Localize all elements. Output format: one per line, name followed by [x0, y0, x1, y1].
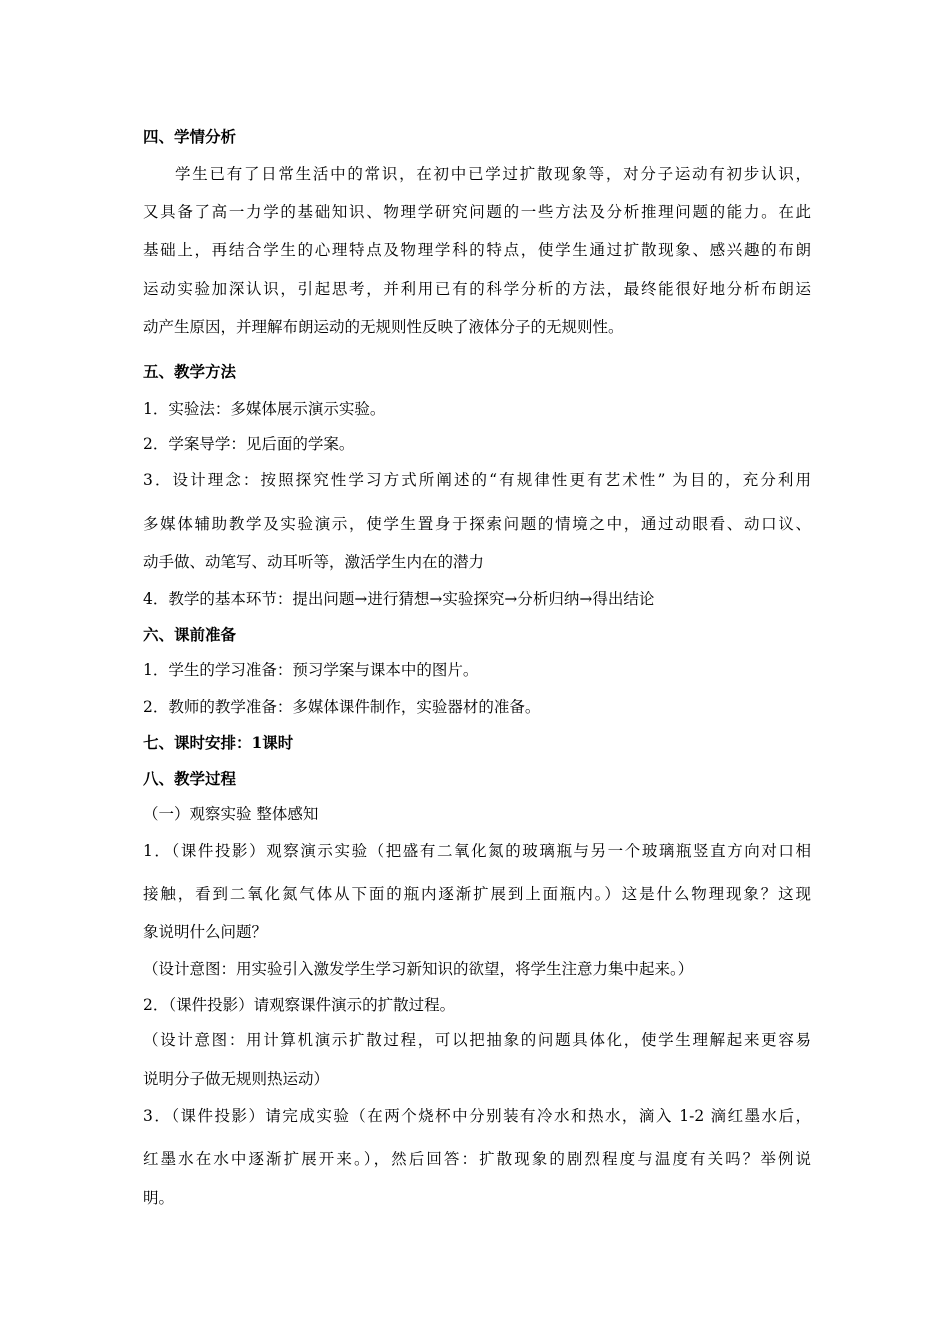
section-heading-preparation: 六、课前准备	[143, 625, 237, 644]
list-item-continuation: 象说明什么问题？	[143, 923, 268, 941]
paragraph-line: 又具备了高一力学的基础知识、物理学研究问题的一些方法及分析推理问题的能力。在此	[143, 203, 811, 221]
list-item: 1．实验法：多媒体展示演示实验。	[143, 400, 386, 418]
list-item: 3．（课件投影）请完成实验（在两个烧杯中分别装有冷水和热水，滴入 1-2 滴红墨水后，	[143, 1107, 811, 1125]
design-note-continuation: 说明分子做无规则热运动）	[143, 1070, 330, 1088]
list-item: 2．（课件投影）请观察课件演示的扩散过程。	[143, 996, 456, 1014]
list-item: 4．教学的基本环节：提出问题→进行猜想→实验探究→分析归纳→得出结论	[143, 590, 655, 608]
section-heading-student-analysis: 四、学情分析	[143, 127, 237, 146]
list-item: 3．设计理念：按照探究性学习方式所阐述的“有规律性更有艺术性” 为目的，充分利用	[143, 471, 811, 489]
paragraph-line: 运动实验加深认识，引起思考，并利用已有的科学分析的方法，最终能很好地分析布朗运	[143, 280, 811, 298]
list-item: 1．学生的学习准备：预习学案与课本中的图片。	[143, 661, 479, 679]
section-heading-process: 八、教学过程	[143, 769, 237, 788]
list-item: 2．学案导学：见后面的学案。	[143, 435, 355, 453]
design-note: （设计意图：用计算机演示扩散过程，可以把抽象的问题具体化，使学生理解起来更容易	[143, 1031, 811, 1049]
paragraph-line: 基础上，再结合学生的心理特点及物理学科的特点，使学生通过扩散现象、感兴趣的布朗	[143, 241, 811, 259]
section-heading-schedule: 七、课时安排：1课时	[143, 733, 294, 752]
list-item: 1．（课件投影）观察演示实验（把盛有二氧化氮的玻璃瓶与另一个玻璃瓶竖直方向对口相	[143, 842, 811, 860]
list-item-continuation: 动手做、动笔写、动耳听等，激活学生内在的潜力	[143, 553, 485, 571]
list-item-continuation: 红墨水在水中逐渐扩展开来。），然后回答：扩散现象的剧烈程度与温度有关吗？举例说	[143, 1150, 811, 1168]
list-item-continuation: 多媒体辅助教学及实验演示，使学生置身于探索问题的情境之中，通过动眼看、动口议、	[143, 515, 811, 533]
paragraph-line: 学生已有了日常生活中的常识，在初中已学过扩散现象等，对分子运动有初步认识，	[175, 165, 811, 183]
section-heading-teaching-methods: 五、教学方法	[143, 362, 237, 381]
subsection-heading: （一）观察实验 整体感知	[143, 805, 319, 823]
list-item-continuation: 接触，看到二氧化氮气体从下面的瓶内逐渐扩展到上面瓶内。）这是什么物理现象？这现	[143, 885, 811, 903]
paragraph-line: 动产生原因，并理解布朗运动的无规则性反映了液体分子的无规则性。	[143, 318, 624, 336]
design-note: （设计意图：用实验引入激发学生学习新知识的欲望，将学生注意力集中起来。）	[143, 960, 694, 978]
list-item-continuation: 明。	[143, 1189, 175, 1207]
list-item: 2．教师的教学准备：多媒体课件制作，实验器材的准备。	[143, 698, 541, 716]
